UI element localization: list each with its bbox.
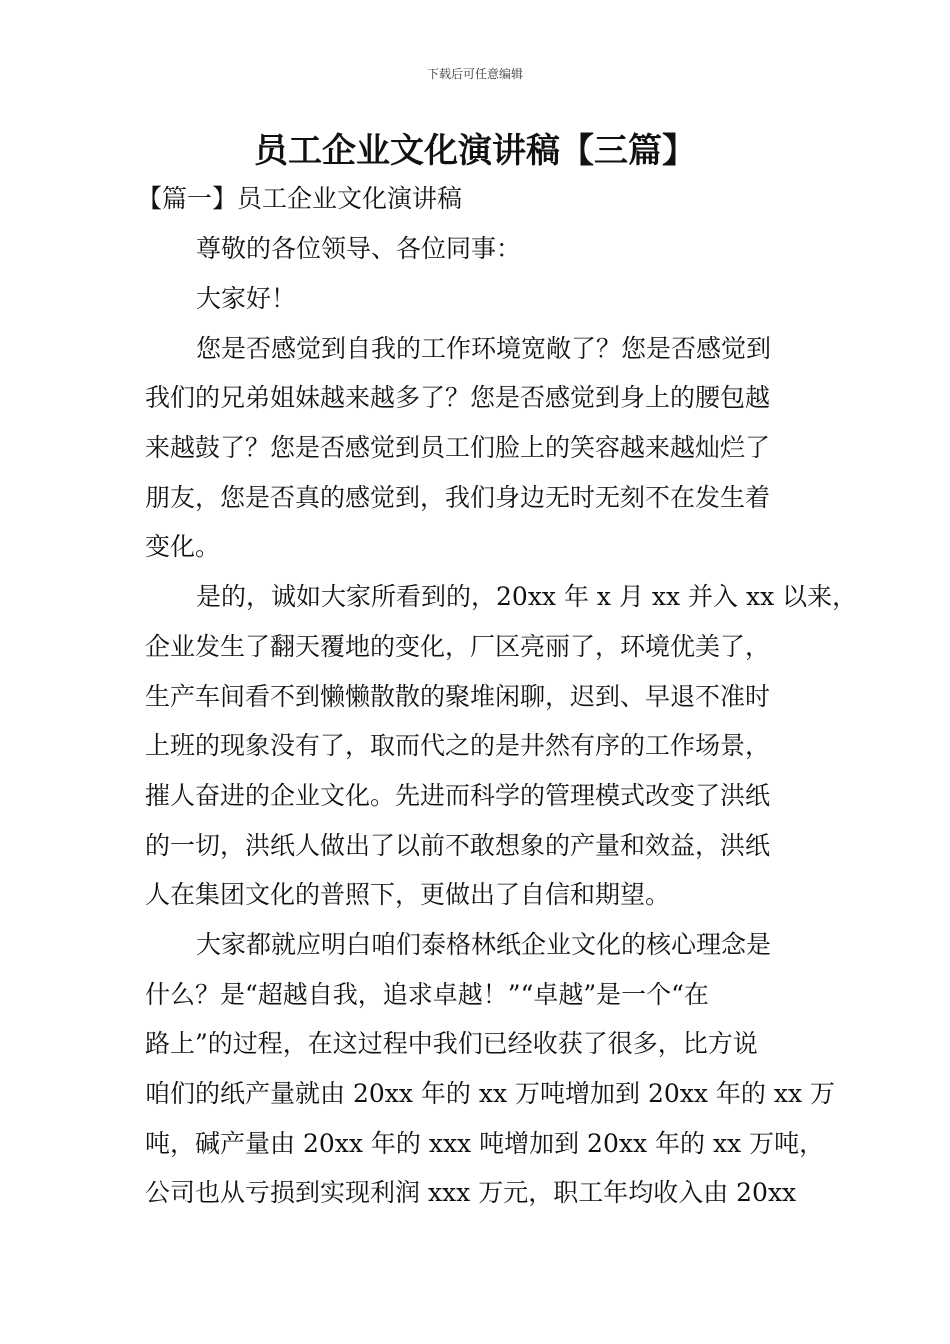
greeting: 大家好！ [196, 284, 297, 313]
paragraph-line: 生产车间看不到懒懒散散的聚堆闲聊，迟到、早退不准时 [145, 682, 771, 711]
paragraph-line: 朋友，您是否真的感觉到，我们身边无时无刻不在发生着 [145, 483, 771, 512]
paragraph-line: 人在集团文化的普照下，更做出了自信和期望。 [145, 880, 671, 909]
salutation: 尊敬的各位领导、各位同事： [196, 234, 522, 263]
paragraph-line: 是的，诚如大家所看到的，20xx 年 x 月 xx 并入 xx 以来， [196, 582, 858, 611]
paragraph-line: 企业发生了翻天覆地的变化，厂区亮丽了，环境优美了， [145, 632, 771, 661]
paragraph-line: 上班的现象没有了，取而代之的是井然有序的工作场景， [145, 731, 771, 760]
paragraph-line: 吨，碱产量由 20xx 年的 xxx 吨增加到 20xx 年的 xx 万吨， [145, 1129, 825, 1158]
header-note: 下载后可任意编辑 [426, 67, 523, 81]
paragraph-line: 咱们的纸产量就由 20xx 年的 xx 万吨增加到 20xx 年的 xx 万 [145, 1079, 835, 1108]
paragraph-line: 来越鼓了？您是否感觉到员工们脸上的笑容越来越灿烂了 [145, 433, 771, 462]
section-heading: 【篇一】员工企业文化演讲稿 [137, 184, 463, 213]
paragraph-line: 的一切，洪纸人做出了以前不敢想象的产量和效益，洪纸 [145, 831, 771, 860]
paragraph-line: 摧人奋进的企业文化。先进而科学的管理模式改变了洪纸 [145, 781, 771, 810]
paragraph-line: 变化。 [145, 532, 221, 561]
document-title: 员工企业文化演讲稿【三篇】 [254, 131, 696, 171]
paragraph-line: 公司也从亏损到实现利润 xxx 万元，职工年均收入由 20xx [145, 1178, 797, 1207]
paragraph-line: 大家都就应明白咱们泰格林纸企业文化的核心理念是 [196, 930, 772, 959]
paragraph-line: 您是否感觉到自我的工作环境宽敞了？您是否感觉到 [196, 334, 772, 363]
paragraph-line: 我们的兄弟姐妹越来越多了？您是否感觉到身上的腰包越 [145, 383, 771, 412]
paragraph-line: 什么？是“超越自我，追求卓越！”“卓越”是一个“在 [145, 980, 709, 1009]
paragraph-line: 路上”的过程，在这过程中我们已经收获了很多，比方说 [145, 1029, 758, 1058]
